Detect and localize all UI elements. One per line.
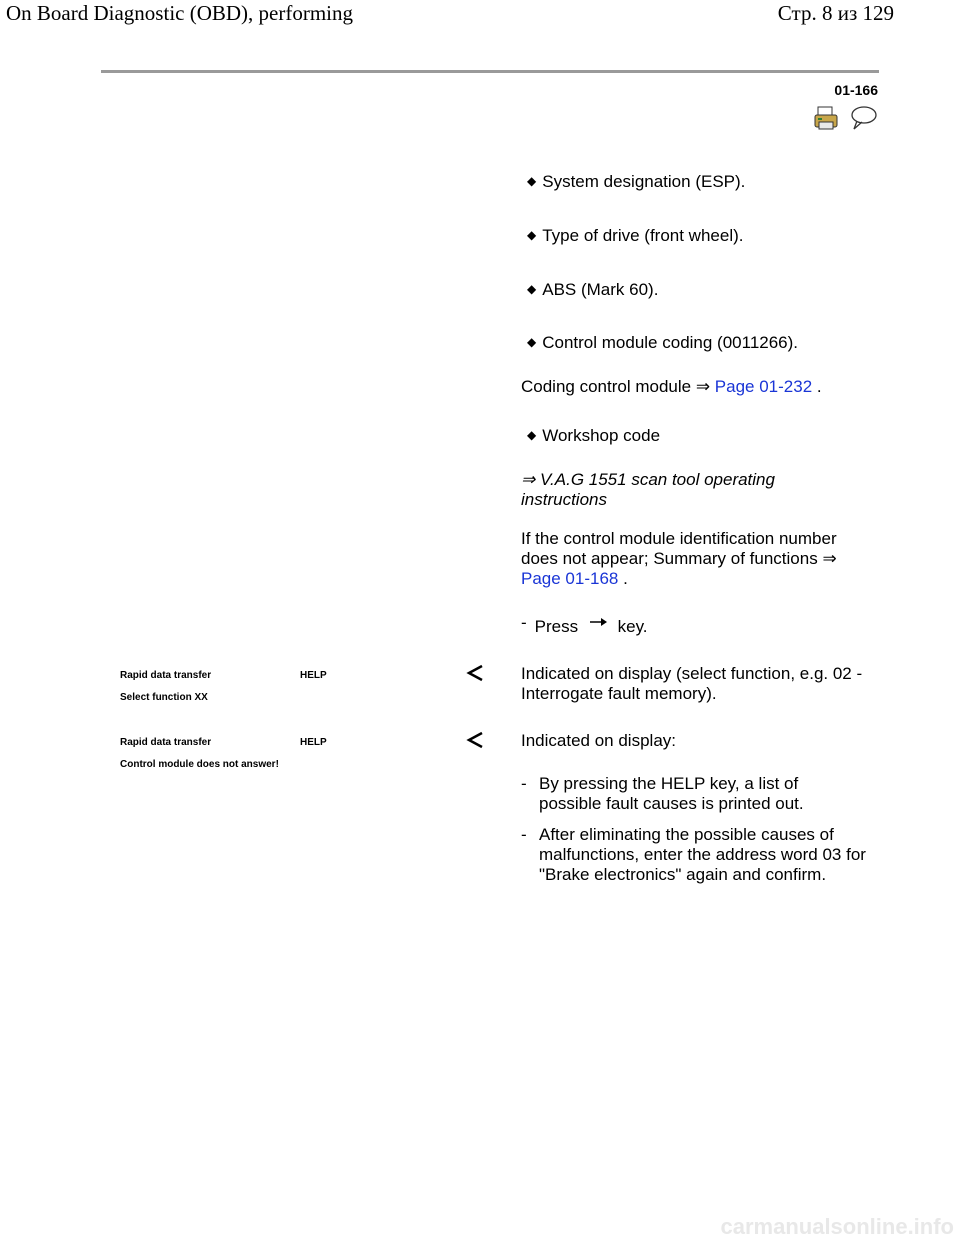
- chevron-left-icon: [466, 664, 484, 682]
- bullet-item: ◆ ABS (Mark 60).: [527, 280, 659, 299]
- display-readout: Rapid data transfer HELP: [120, 670, 327, 681]
- step-item: -: [521, 774, 527, 793]
- step-text: By pressing the HELP key, a list of possible fault causes is printed out.: [539, 774, 804, 813]
- page-number: 01-166: [834, 82, 878, 98]
- step-text: After eliminating the possible causes of malfunctions, enter the address word 03 for "Brake electronics" again and confirm.: [539, 825, 866, 884]
- print-icon[interactable]: [813, 104, 841, 132]
- arrow-right-icon: [587, 615, 609, 629]
- display-readout: Select function XX: [120, 692, 208, 703]
- diamond-icon: ◆: [527, 428, 537, 442]
- diamond-icon: ◆: [527, 335, 537, 349]
- coding-paragraph: Coding control module ⇒ Page 01-232 .: [521, 377, 822, 396]
- document-title: On Board Diagnostic (OBD), performing: [6, 1, 354, 25]
- toolbar-icons: [813, 104, 877, 132]
- chevron-left-icon: [466, 731, 484, 749]
- header-rule: [101, 70, 879, 73]
- page-link[interactable]: Page 01-168: [521, 569, 619, 588]
- diamond-icon: ◆: [527, 174, 537, 188]
- step-item: -: [521, 825, 527, 844]
- page-counter: Стр. 8 из 129: [777, 1, 894, 25]
- diamond-icon: ◆: [527, 282, 537, 296]
- scan-tool-reference: ⇒ V.A.G 1551 scan tool operating instructions: [521, 470, 775, 509]
- display-readout: Control module does not answer!: [120, 759, 279, 770]
- display-note: Indicated on display:: [521, 731, 676, 750]
- diamond-icon: ◆: [527, 228, 537, 242]
- press-step: - Press key.: [521, 613, 648, 636]
- bullet-item: ◆ Control module coding (0011266).: [527, 333, 799, 352]
- page-link[interactable]: Page 01-232: [714, 377, 813, 396]
- comment-icon[interactable]: [849, 104, 877, 132]
- bullet-item: ◆ System designation (ESP).: [527, 172, 746, 191]
- display-note: Indicated on display (select function, e.g. 02 - Interrogate fault memory).: [521, 664, 863, 703]
- bullet-item: ◆ Type of drive (front wheel).: [527, 226, 744, 245]
- watermark: carmanualsonline.info: [720, 1214, 954, 1239]
- identification-paragraph: If the control module identification number does not appear; Summary of functions ⇒ Page 01-168 .: [521, 529, 837, 588]
- bullet-item: ◆ Workshop code: [527, 426, 661, 445]
- display-readout: Rapid data transfer HELP: [120, 737, 327, 748]
